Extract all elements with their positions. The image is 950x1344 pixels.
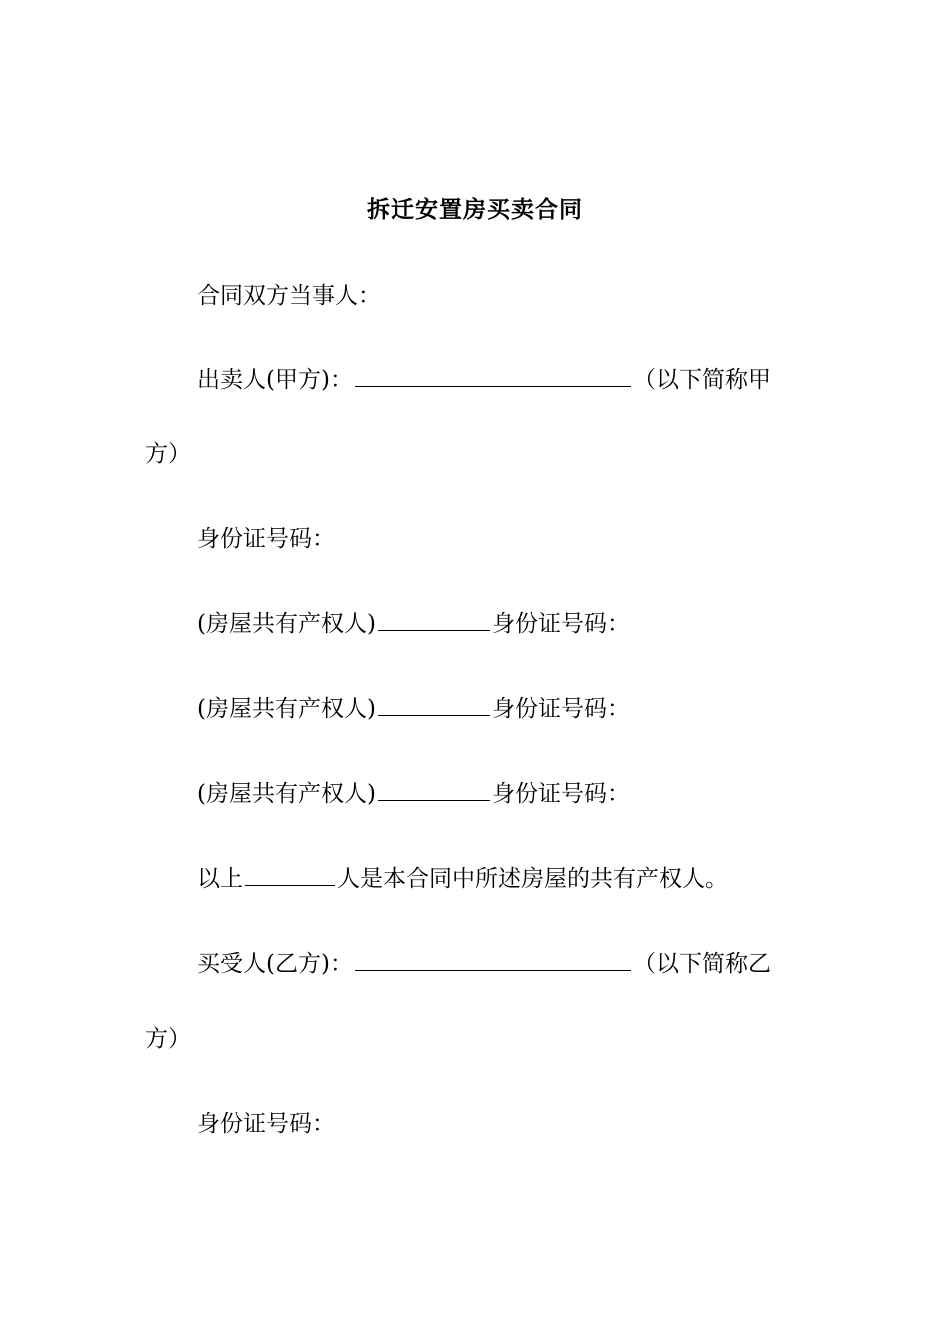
co-owner-id-label: 身份证号码： [491, 781, 630, 807]
buyer-suffix: （以下简称乙 [632, 951, 771, 977]
co-owner-name-blank[interactable] [378, 606, 490, 631]
co-owner-statement [197, 861, 728, 897]
buyer-label: 买受人(乙方)： [197, 951, 353, 977]
co-owner-label: (房屋共有产权人) [197, 611, 376, 637]
seller-suffix: （以下简称甲 [632, 367, 771, 393]
co-owner-statement-prefix: 以上 [197, 866, 243, 892]
co-owner-count-blank[interactable] [245, 861, 335, 886]
seller-id-label: 身份证号码： [197, 526, 335, 552]
co-owner-line [197, 776, 630, 812]
co-owner-line [197, 691, 630, 727]
parties-intro: 合同双方当事人： [197, 283, 381, 309]
buyer-name-blank[interactable] [355, 946, 631, 971]
co-owner-label: (房屋共有产权人) [197, 781, 376, 807]
buyer-id-label: 身份证号码： [197, 1111, 335, 1137]
seller-name-blank[interactable] [355, 362, 631, 387]
co-owner-id-label: 身份证号码： [491, 696, 630, 722]
co-owner-label: (房屋共有产权人) [197, 696, 376, 722]
seller-continuation: 方） [145, 441, 191, 467]
buyer-continuation: 方） [145, 1026, 191, 1052]
co-owner-name-blank[interactable] [378, 776, 490, 801]
seller-line [197, 362, 771, 398]
buyer-line [197, 946, 771, 982]
co-owner-id-label: 身份证号码： [491, 611, 630, 637]
co-owner-name-blank[interactable] [378, 691, 490, 716]
co-owner-line [197, 606, 630, 642]
document-title: 拆迁安置房买卖合同 [367, 196, 583, 223]
co-owner-statement-suffix: 人是本合同中所述房屋的共有产权人。 [337, 866, 728, 892]
seller-label: 出卖人(甲方)： [197, 367, 353, 393]
